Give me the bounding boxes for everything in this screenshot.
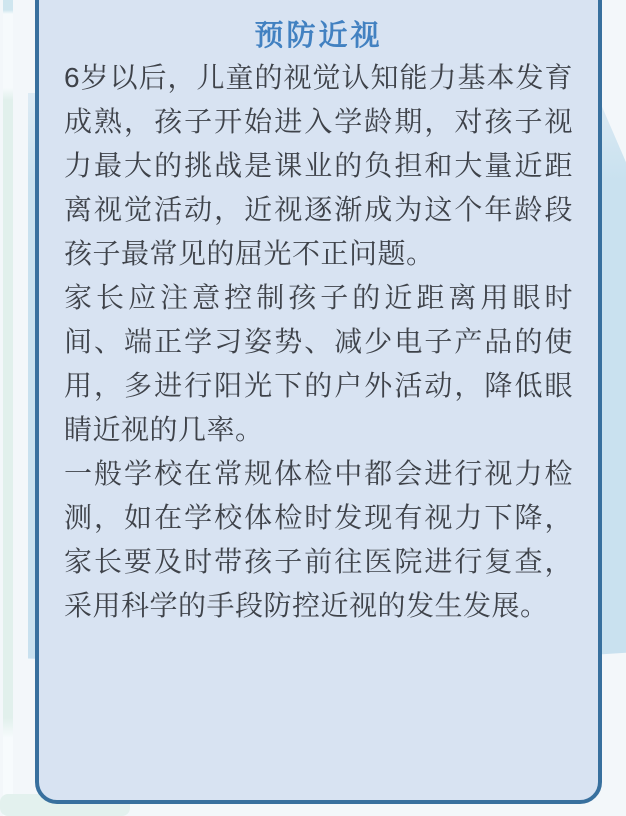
left-accent-strip (3, 0, 13, 816)
body-paragraph-2: 家长应注意控制孩子的近距离用眼时间、端正学习姿势、减少电子产品的使用，多进行阳光下的户外活动，降低眼睛近视的几率。 (64, 282, 573, 445)
content-card (35, 0, 602, 804)
card-title: 预防近视 (254, 20, 383, 52)
body-paragraph-3: 一般学校在常规体检中都会进行视力检测，如在学校体检时发现有视力下降，家长要及时带孩子前往医院进行复查，采用科学的手段防控近视的发生发展。 (64, 458, 573, 621)
body-paragraph-1: 6岁以后，儿童的视觉认知能力基本发育成熟，孩子开始进入学龄期，对孩子视力最大的挑战是课业的负担和大量近距离视觉活动，近视逐渐成为这个年龄段孩子最常见的屈光不正问题。 (64, 62, 573, 269)
